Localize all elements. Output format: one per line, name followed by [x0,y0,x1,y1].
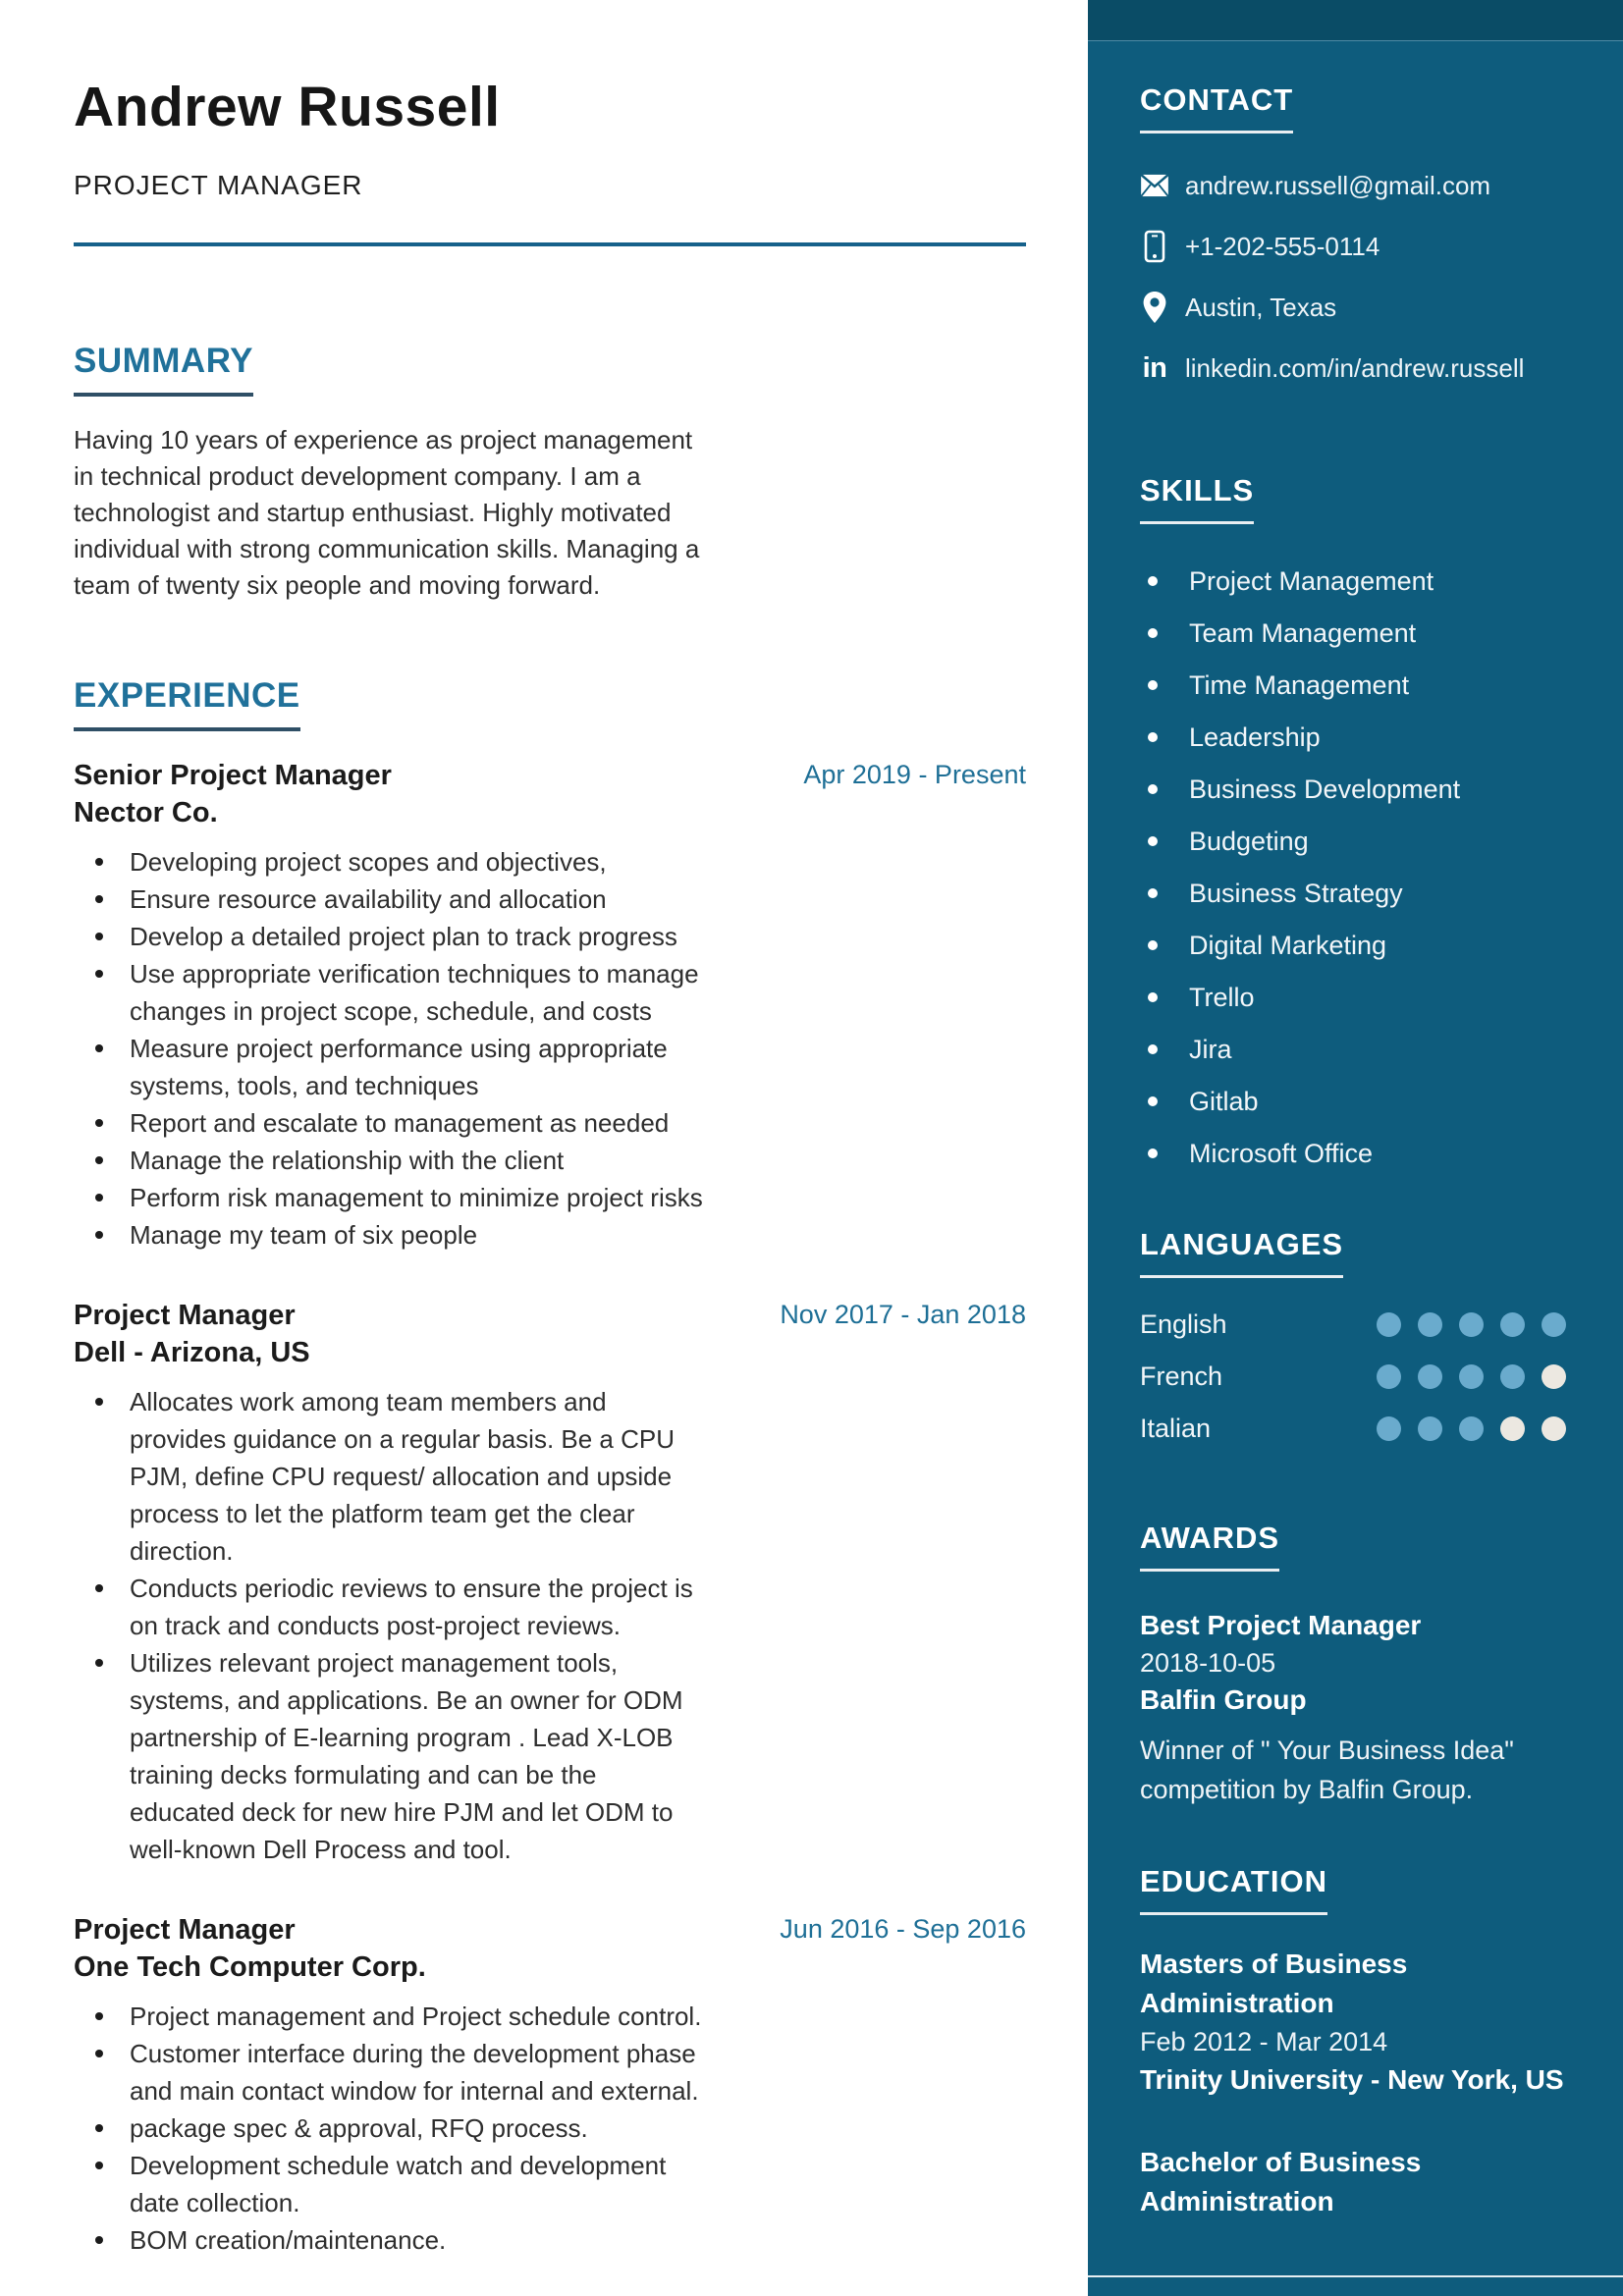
education-section [1140,1809,1566,2221]
level-dot-filled [1500,1312,1525,1337]
job-bullet: Develop a detailed project plan to track progress [74,918,707,955]
job-company: Nector Co. [74,796,218,828]
sidebar [1088,0,1623,2296]
contact-row-phone [1140,230,1566,263]
contact-list [1140,169,1566,385]
job-bullet: Allocates work among team members and provides guidance on a regular basis. Be a CPU PJM, define CPU request/ allocation and upside process to let the platform team get the clear direction. [74,1383,707,1570]
summary-section [74,246,1026,604]
person-name: Andrew Russell [74,76,501,138]
job-bullet: Measure project performance using appropriate systems, tools, and techniques [74,1030,707,1104]
job-bullet: Manage the relationship with the client [74,1142,707,1179]
skill-item: Business Strategy [1140,868,1566,920]
awards-heading: AWARDS [1140,1522,1279,1572]
contact-row-location [1140,291,1566,324]
language-level-dots [1377,1416,1566,1441]
skills-heading: SKILLS [1140,475,1254,524]
skill-item: Leadership [1140,712,1566,764]
job-bullet: Perform risk management to minimize project risks [74,1179,707,1216]
awards-section [1140,1466,1566,1809]
person-role: PROJECT MANAGER [74,169,363,200]
education-item [1140,1945,1566,2100]
level-dot-filled [1459,1364,1484,1389]
contact-row-email [1140,169,1566,202]
linkedin-icon: in [1142,351,1167,384]
degree-name: Masters of Business Administration [1140,1949,1408,2018]
languages-heading: LANGUAGES [1140,1229,1343,1278]
job-company: One Tech Computer Corp. [74,1950,426,1983]
skill-item: Jira [1140,1024,1566,1076]
job-company: Dell - Arizona, US [74,1336,310,1368]
skills-section [1140,412,1566,1180]
skill-item: Trello [1140,972,1566,1024]
award-date: 2018-10-05 [1140,1648,1276,1678]
job-dates: Nov 2017 - Jan 2018 [780,1299,1026,1329]
job-bullet: Manage my team of six people [74,1216,707,1254]
degree-name: Bachelor of Business Administration [1140,2147,1422,2216]
level-dot-filled [1459,1312,1484,1337]
award-name: Best Project Manager [1140,1610,1422,1640]
contact-email: andrew.russell@gmail.com [1185,171,1491,200]
skill-item: Team Management [1140,608,1566,660]
mail-icon [1140,170,1169,201]
language-name: French [1140,1362,1223,1391]
contact-location: Austin, Texas [1185,293,1337,322]
languages-section [1140,1180,1566,1444]
job-dates: Apr 2019 - Present [803,759,1026,789]
job-title: Senior Project Manager [74,759,392,791]
language-name: English [1140,1309,1227,1339]
job-bullet: Utilizes relevant project management tools, systems, and applications. Be an owner for ODM partnership of E-learning program . Lead X-LOB training decks formulating and can be the educated deck for new hire PJM and let ODM to well-known Dell Process and tool. [74,1644,707,1868]
level-dot-filled [1377,1312,1401,1337]
skill-item: Time Management [1140,660,1566,712]
level-dot-filled [1459,1416,1484,1441]
level-dot-filled [1500,1364,1525,1389]
language-row [1140,1362,1566,1392]
sidebar-top-strip [1088,0,1623,41]
job-title: Project Manager [74,1299,296,1331]
education-item [1140,2143,1566,2221]
job-bullet: Project management and Project schedule control. [74,1998,707,2035]
level-dot-filled [1377,1416,1401,1441]
degree-dates: Feb 2012 - Mar 2014 [1140,2027,1388,2056]
job-dates: Jun 2016 - Sep 2016 [780,1913,1026,1944]
language-list [1140,1309,1566,1444]
job-bullet-list [74,1383,707,1868]
job-bullet: Developing project scopes and objectives, [74,843,707,881]
level-dot-filled [1418,1416,1442,1441]
level-dot-filled [1418,1364,1442,1389]
contact-linkedin: linkedin.com/in/andrew.russell [1185,353,1525,383]
skill-item: Budgeting [1140,816,1566,868]
education-heading: EDUCATION [1140,1866,1327,1915]
level-dot-filled [1542,1312,1566,1337]
experience-section [74,604,1026,2259]
job-title: Project Manager [74,1913,296,1946]
degree-school: Trinity University - New York, US [1140,2064,1564,2095]
job-entry [74,1297,1026,1868]
level-dot-filled [1377,1364,1401,1389]
job-bullet: Development schedule watch and development date collection. [74,2147,707,2221]
job-bullet-list [74,1998,707,2259]
sidebar-bottom-divider [1088,2275,1623,2277]
skill-item: Project Management [1140,556,1566,608]
skills-list [1140,556,1566,1180]
contact-section [1140,41,1566,385]
job-bullet: Ensure resource availability and allocation [74,881,707,918]
language-name: Italian [1140,1414,1212,1443]
job-bullet: Use appropriate verification techniques to manage changes in project scope, schedule, and costs [74,955,707,1030]
job-bullet: Report and escalate to management as needed [74,1104,707,1142]
language-row [1140,1414,1566,1444]
level-dot-empty [1500,1416,1525,1441]
job-bullet: Customer interface during the development phase and main contact window for internal and external. [74,2035,707,2109]
skill-item: Microsoft Office [1140,1128,1566,1180]
skill-item: Gitlab [1140,1076,1566,1128]
level-dot-empty [1542,1416,1566,1441]
award-organization: Balfin Group [1140,1684,1307,1715]
summary-text: Having 10 years of experience as project management in technical product development company. I am a technologist and startup enthusiast. Highly motivated individual with strong communication skills. Managing a team of twenty six people and moving forward. [74,424,700,600]
contact-heading: CONTACT [1140,84,1293,133]
contact-phone: +1-202-555-0114 [1185,232,1380,261]
job-entry [74,1911,1026,2259]
job-bullet-list [74,843,707,1254]
job-bullet: Conducts periodic reviews to ensure the project is on track and conducts post-project reviews. [74,1570,707,1644]
job-bullet: package spec & approval, RFQ process. [74,2109,707,2147]
language-row [1140,1309,1566,1340]
phone-icon [1140,231,1169,262]
job-list [74,757,1026,2259]
award-description: Winner of " Your Business Idea" competition by Balfin Group. [1140,1735,1514,1804]
skill-item: Digital Marketing [1140,920,1566,972]
contact-row-linkedin [1140,351,1566,385]
language-level-dots [1377,1364,1566,1389]
award-item [1140,1607,1566,1809]
job-entry [74,757,1026,1254]
level-dot-empty [1542,1364,1566,1389]
skill-item: Business Development [1140,764,1566,816]
experience-heading: EXPERIENCE [74,678,300,731]
level-dot-filled [1418,1312,1442,1337]
summary-heading: SUMMARY [74,344,253,397]
job-bullet: BOM creation/maintenance. [74,2221,707,2259]
location-icon [1140,292,1169,323]
language-level-dots [1377,1312,1566,1337]
